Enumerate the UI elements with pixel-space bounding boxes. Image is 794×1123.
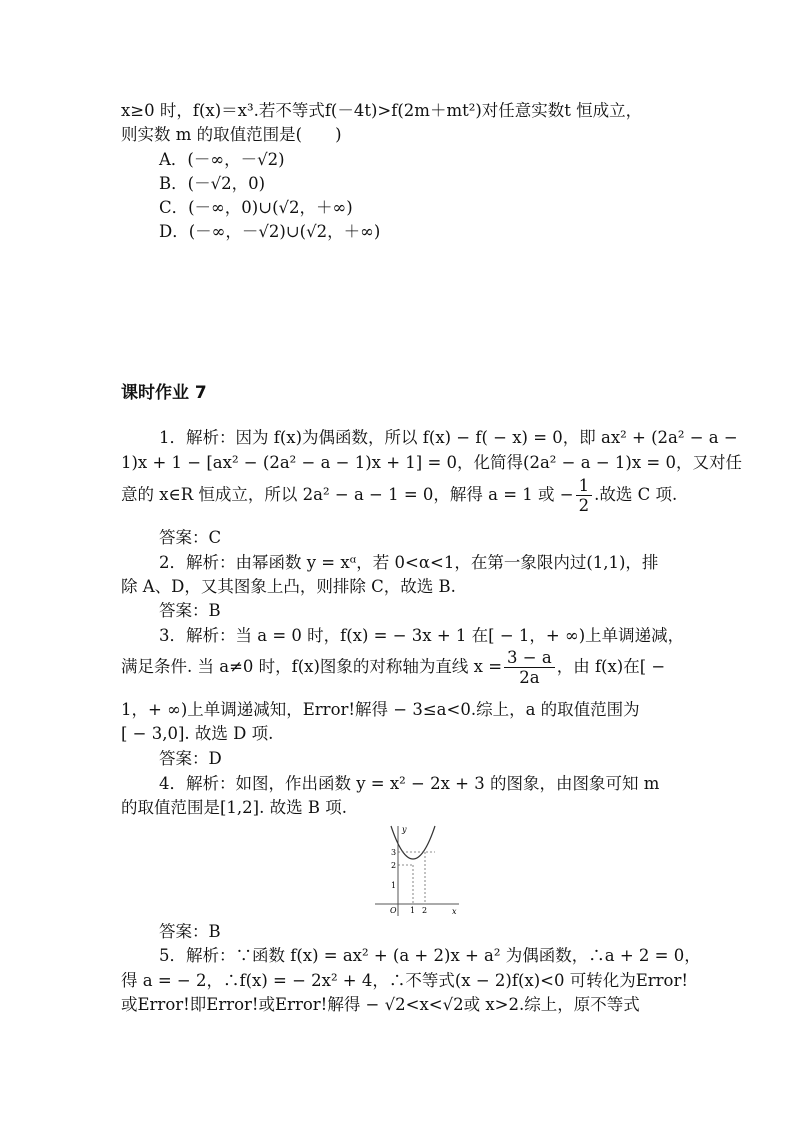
option-c: C．(－∞，0)∪(√2，＋∞) bbox=[159, 198, 353, 217]
q2-line-2: 除 A、D，又其图象上凸，则排除 C，故选 B. bbox=[121, 577, 456, 596]
y-tick-2: 2 bbox=[391, 861, 397, 870]
q1-line-1: 1．解析：因为 f(x)为偶函数，所以 f(x) − f( − x) = 0，即 ax² + (2a² − a − bbox=[159, 428, 738, 447]
q3-line-4: [ − 3,0]. 故选 D 项. bbox=[121, 724, 274, 743]
q1-line-2: 1)x + 1 − [ax² − (2a² − a − 1)x + 1] = 0，化简得(2a² − a − 1)x = 0，又对任 bbox=[121, 453, 742, 472]
y-axis-label: y bbox=[402, 825, 407, 834]
q1-line-3-text: 意的 x∈R 恒成立，所以 2a² − a − 1 = 0，解得 a = 1 或 − bbox=[121, 485, 574, 504]
q1-answer: 答案：C bbox=[159, 528, 222, 547]
option-d: D．(－∞，－√2)∪(√2，＋∞) bbox=[159, 222, 381, 241]
q4-line-1: 4．解析：如图，作出函数 y = x² − 2x + 3 的图象，由图象可知 m bbox=[159, 774, 660, 793]
q3-line-2-text: 满足条件. 当 a≠0 时，f(x)图象的对称轴为直线 x = bbox=[121, 657, 503, 676]
q3-line-2 bbox=[121, 648, 665, 687]
q4-answer: 答案：B bbox=[159, 922, 221, 941]
q1-fraction bbox=[576, 476, 593, 515]
q5-line-2: 得 a = − 2，∴f(x) = − 2x² + 4，∴不等式(x − 2)f(x)<0 可转化为Error! bbox=[121, 971, 688, 990]
parabola-figure bbox=[371, 822, 463, 918]
q1-line-3-end: .故选 C 项. bbox=[594, 485, 678, 504]
q3-line-3: 1，+ ∞)上单调递减知，Error!解得 − 3≤a<0.综上，a 的取值范围为 bbox=[121, 700, 640, 719]
q3-frac-den: 2a bbox=[519, 668, 540, 687]
origin-label: O bbox=[390, 906, 397, 915]
q2-line-1: 2．解析：由幂函数 y = xᵅ，若 0<α<1，在第一象限内过(1,1)，排 bbox=[159, 553, 659, 572]
x-tick-1: 1 bbox=[410, 906, 416, 915]
q2-answer: 答案：B bbox=[159, 601, 221, 620]
section-title: 课时作业 7 bbox=[121, 383, 207, 403]
q5-line-1: 5．解析：∵函数 f(x) = ax² + (a + 2)x + a² 为偶函数，∴a + 2 = 0， bbox=[159, 946, 701, 965]
q3-line-1: 3．解析：当 a = 0 时，f(x) = − 3x + 1 在[ − 1，+ ∞)上单调递减， bbox=[159, 626, 685, 645]
y-tick-3: 3 bbox=[391, 848, 397, 857]
x-axis-label: x bbox=[452, 907, 457, 916]
q5-line-3: 或Error!即Error!或Error!解得 − √2<x<√2或 x>2.综上，原不等式 bbox=[121, 995, 640, 1014]
q3-fraction bbox=[504, 648, 555, 687]
option-b: B．(－√2，0) bbox=[159, 174, 266, 193]
q3-line-2-end: ，由 f(x)在[ − bbox=[556, 657, 666, 676]
q1-frac-den: 2 bbox=[578, 496, 590, 515]
y-tick-1: 1 bbox=[391, 881, 397, 890]
q3-frac-num: 3 − a bbox=[504, 648, 555, 668]
q4-line-2: 的取值范围是[1,2]. 故选 B 项. bbox=[121, 798, 347, 817]
option-a: A．(－∞，－√2) bbox=[159, 150, 285, 169]
x-tick-2: 2 bbox=[422, 906, 428, 915]
q3-answer: 答案：D bbox=[159, 749, 222, 768]
q1-frac-num: 1 bbox=[576, 476, 593, 496]
problem-line-2: 则实数 m 的取值范围是( ) bbox=[121, 125, 342, 144]
q1-line-3 bbox=[121, 476, 677, 515]
problem-line-1: x≥0 时，f(x)＝x³.若不等式f(－4t)>f(2m＋mt²)对任意实数t 恒成立， bbox=[121, 101, 643, 120]
